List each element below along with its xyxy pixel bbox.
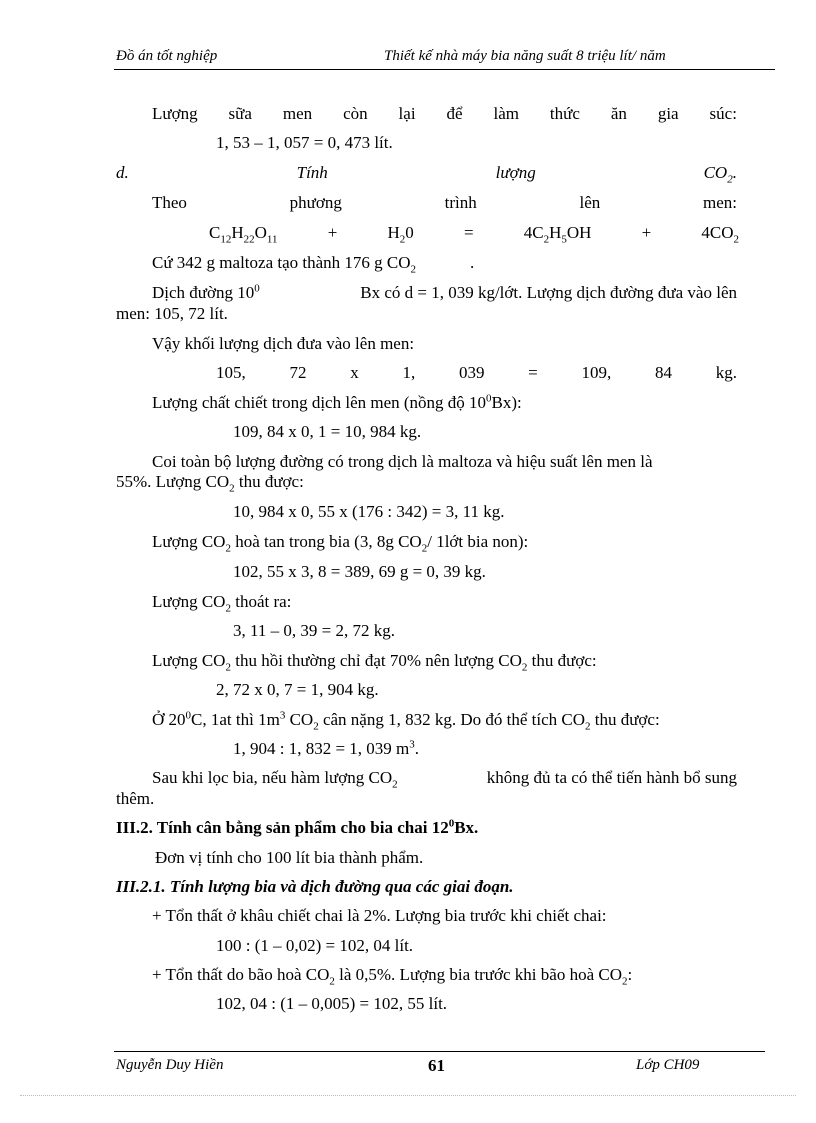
released-co2-line [152, 592, 292, 615]
volume-line [152, 709, 660, 733]
extract-line [152, 393, 522, 413]
word: thức [549, 104, 580, 123]
t: CO [285, 710, 314, 729]
word: để [446, 104, 463, 123]
t: . [414, 739, 420, 758]
wort-line-1 [152, 283, 737, 303]
section-heading-3-2-1: III.2.1. Tính lượng bia và dịch đường qua các giai đoạn. [116, 877, 514, 896]
s: 5 [561, 233, 567, 246]
t: là 0,5%. Lượng bia trước khi bão hoà CO [334, 965, 622, 984]
f: OH [566, 223, 592, 242]
s: 22 [243, 233, 255, 246]
s: 2 [313, 720, 319, 733]
plus-sign: + [327, 223, 338, 242]
section-d-heading [116, 163, 737, 186]
plus-sign: + [641, 223, 652, 242]
co2-formula [701, 223, 739, 246]
s: 2 [329, 975, 335, 988]
footer-rule [114, 1051, 765, 1052]
calc-released: 3, 11 – 0, 39 = 2, 72 kg. [233, 621, 395, 640]
t: 039 [458, 363, 485, 382]
word: lượng [495, 163, 536, 182]
water-formula [387, 223, 414, 246]
t: cân nặng 1, 832 kg. Do đó thể tích CO [318, 710, 585, 729]
loss-bottling: + Tổn thất ở khâu chiết chai là 2%. Lượng bia trước khi chiết chai: [152, 906, 607, 925]
t: Sau khi lọc bia, nếu hàm lượng CO [152, 768, 393, 787]
s: 2 [392, 778, 398, 791]
f: 4C [523, 223, 544, 242]
word: men [282, 104, 313, 123]
t: 1, 904 : 1, 832 = 1, 039 m [233, 739, 410, 758]
paragraph-lean-yeast [152, 104, 737, 124]
s: 12 [220, 233, 232, 246]
page-bottom-dotted-rule [20, 1095, 796, 1096]
word: Tính [296, 163, 328, 182]
punct: . [732, 163, 737, 182]
t: 1, [402, 363, 416, 382]
s: 2 [733, 233, 739, 246]
formula: CO [703, 163, 728, 182]
calc-wort-mass [216, 363, 737, 383]
t: 105, [216, 363, 246, 382]
paragraph-equation-intro [152, 193, 737, 213]
calc-extract: 109, 84 x 0, 1 = 10, 984 kg. [233, 422, 422, 441]
loss-carbonation [152, 965, 633, 988]
t: III.2. Tính cân bằng sản phẩm cho bia chai 12 [116, 818, 449, 837]
ethanol-formula [523, 223, 592, 246]
t: Bx có d = 1, 039 kg/lớt. Lượng dịch đường đưa vào lên [360, 283, 737, 302]
sup: 0 [254, 282, 260, 295]
calc-carbonation: 102, 04 : (1 – 0,005) = 102, 55 lít. [216, 994, 448, 1013]
calc-co2: 10, 984 x 0, 55 x (176 : 342) = 3, 11 kg. [233, 502, 505, 521]
calc-volume [233, 739, 419, 759]
t: 84 [654, 363, 672, 382]
t: / 1lớt bia non): [427, 532, 529, 551]
dissolved-co2-line [152, 532, 529, 555]
f: 4CO [701, 223, 734, 242]
footer-class: Lớp CH09 [636, 1057, 700, 1073]
t: thoát ra: [230, 592, 292, 611]
t: Lượng CO [152, 592, 226, 611]
calc-bottling: 100 : (1 – 0,02) = 102, 04 lít. [216, 936, 414, 955]
sup: 0 [486, 392, 492, 405]
s: 2 [621, 975, 628, 988]
word: ăn [610, 104, 627, 123]
t: hoà tan trong bia (3, 8g CO [230, 532, 422, 551]
t: Lượng CO [152, 651, 226, 670]
t: 55%. Lượng CO [116, 472, 230, 491]
footer-author: Nguyễn Duy Hiền [116, 1057, 224, 1073]
t: Lượng chất chiết trong dịch lên men (nồng độ 10 [152, 393, 487, 412]
t: 72 [289, 363, 307, 382]
s: 2 [225, 661, 231, 674]
s: 2 [584, 720, 591, 733]
word: làm [493, 104, 519, 123]
f: H [549, 223, 562, 242]
equals-sign: = [463, 223, 474, 242]
t: Bx. [454, 818, 479, 837]
t: 109, [581, 363, 612, 382]
section-number: d. [116, 163, 129, 182]
t: Dịch đường 10 [152, 283, 255, 302]
recovered-co2-line [152, 651, 597, 674]
word: gia [657, 104, 679, 123]
f: H [231, 223, 244, 242]
word: súc: [709, 104, 737, 123]
filtration-line-2: thêm. [116, 789, 155, 808]
t: Bx): [491, 393, 522, 412]
sup: 3 [279, 709, 286, 722]
t: : [627, 965, 633, 984]
s: 11 [266, 233, 278, 246]
t: = [528, 363, 538, 382]
subscript: 2 [727, 173, 733, 186]
t: C, 1at thì 1m [191, 710, 280, 729]
word: Lượng [152, 104, 198, 123]
co2-term [703, 163, 737, 186]
maltose-formula [209, 223, 278, 246]
header-right: Thiết kế nhà máy bia năng suất 8 triệu lít/ năm [384, 48, 666, 64]
t: x [350, 363, 359, 382]
fermentation-equation [209, 223, 739, 246]
t: thu được: [527, 651, 597, 670]
s: 2 [399, 233, 406, 246]
t: + Tổn thất do bão hoà CO [152, 965, 330, 984]
t: thu được: [590, 710, 660, 729]
header-rule [114, 69, 775, 70]
s: 2 [229, 482, 235, 495]
unit-note: Đơn vị tính cho 100 lít bia thành phẩm. [155, 848, 424, 867]
t: . [470, 253, 475, 272]
calc-dissolved: 102, 55 x 3, 8 = 389, 69 g = 0, 39 kg. [233, 562, 486, 581]
s: 2 [421, 542, 428, 555]
f: O [254, 223, 267, 242]
maltose-assumption-2 [116, 472, 304, 495]
word: sữa [228, 104, 252, 123]
t: thu được: [234, 472, 304, 491]
s: 2 [521, 661, 528, 674]
word: Theo [152, 193, 187, 212]
maltose-line [152, 253, 475, 276]
word: lên [579, 193, 601, 212]
s: 2 [543, 233, 550, 246]
s: 2 [410, 263, 417, 276]
t: Lượng CO [152, 532, 226, 551]
word: phương [289, 193, 342, 212]
t: Cứ 342 g maltoza tạo thành 176 g CO [152, 253, 411, 272]
sup: 0 [185, 709, 192, 722]
f: H [387, 223, 400, 242]
filtration-line-1 [152, 768, 737, 791]
word: trình [444, 193, 477, 212]
f: C [209, 223, 221, 242]
calc-recovered: 2, 72 x 0, 7 = 1, 904 kg. [216, 680, 379, 699]
word: còn [343, 104, 368, 123]
s: 2 [225, 542, 231, 555]
t: không đủ ta có thể tiến hành bổ sung [486, 768, 737, 787]
t: kg. [715, 363, 737, 382]
sup: 0 [448, 817, 455, 830]
wort-mass-intro: Vậy khối lượng dịch đưa vào lên men: [152, 334, 415, 353]
maltose-assumption-1: Coi toàn bộ lượng đường có trong dịch là maltoza và hiệu suất lên men là [152, 452, 653, 471]
page-number: 61 [428, 1056, 445, 1075]
sup: 3 [409, 738, 415, 751]
f: 0 [405, 223, 414, 242]
section-heading-3-2 [116, 818, 478, 838]
word: men: [702, 193, 737, 212]
word: lại [398, 104, 416, 123]
t: thu hồi thường chỉ đạt 70% nên lượng CO [230, 651, 522, 670]
t: Ở 20 [152, 710, 186, 729]
s: 2 [225, 602, 231, 615]
wort-line-2: men: 105, 72 lít. [116, 304, 228, 323]
header-left: Đồ án tốt nghiệp [116, 48, 218, 64]
calc-yeast: 1, 53 – 1, 057 = 0, 473 lít. [216, 133, 393, 152]
